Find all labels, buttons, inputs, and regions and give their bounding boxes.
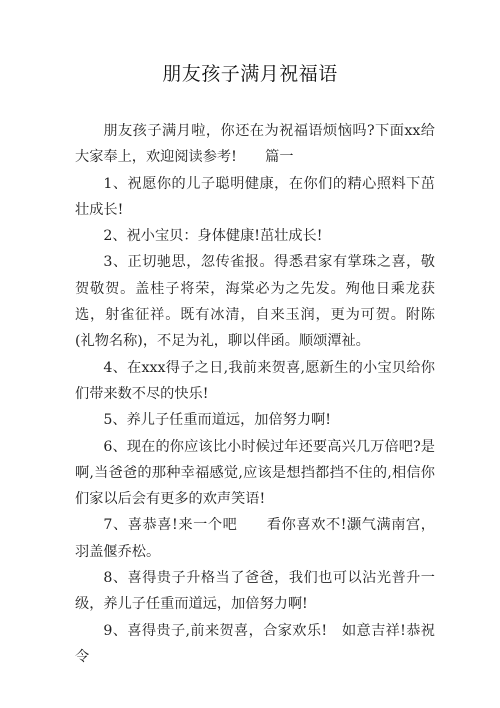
document-body bbox=[75, 118, 435, 670]
wish-paragraph-8: 8、喜得贵子升格当了爸爸，我们也可以沾光普升一级，养儿子任重而道远，加倍努力啊! bbox=[75, 570, 435, 613]
wish-paragraph-4: 4、在xxx得子之日,我前来贺喜,愿新生的小宝贝给你们带来数不尽的快乐! bbox=[75, 359, 435, 402]
wish-paragraph-5: 5、养儿子任重而道远，加倍努力啊! bbox=[103, 412, 331, 429]
wish-paragraph-7: 7、喜恭喜!来一个吧 看你喜欢不!灏气满南宫，羽盖偃乔松。 bbox=[75, 517, 435, 560]
wish-paragraph-6: 6、现在的你应该比小时候过年还要高兴几万倍吧?是啊,当爸爸的那种幸福感觉,应该是想挡都挡不住的,相信你们家以后会有更多的欢声笑语! bbox=[75, 438, 435, 508]
wish-paragraph-1: 1、祝愿你的儿子聪明健康，在你们的精心照料下茁壮成长! bbox=[75, 175, 435, 218]
wish-paragraph-3: 3、正切驰思，忽传雀报。得悉君家有掌珠之喜，敬贺敬贺。盖桂子将荣，海棠必为之先发。殉他日乘龙获选，射雀征祥。既有冰清，自来玉润，更为可贺。附陈(礼物名称)，不足为礼，聊以伴函。顺颂潭祉。 bbox=[75, 254, 435, 350]
wish-paragraph-9: 9、喜得贵子,前来贺喜，合家欢乐! 如意吉祥!恭祝令 bbox=[75, 622, 435, 665]
document-title: 朋友孩子满月祝福语 bbox=[162, 63, 338, 85]
wish-paragraph-2: 2、祝小宝贝：身体健康!茁壮成长! bbox=[103, 228, 323, 245]
intro-paragraph: 朋友孩子满月啦，你还在为祝福语烦恼吗?下面xx给大家奉上，欢迎阅读参考! 篇一 bbox=[75, 123, 435, 166]
